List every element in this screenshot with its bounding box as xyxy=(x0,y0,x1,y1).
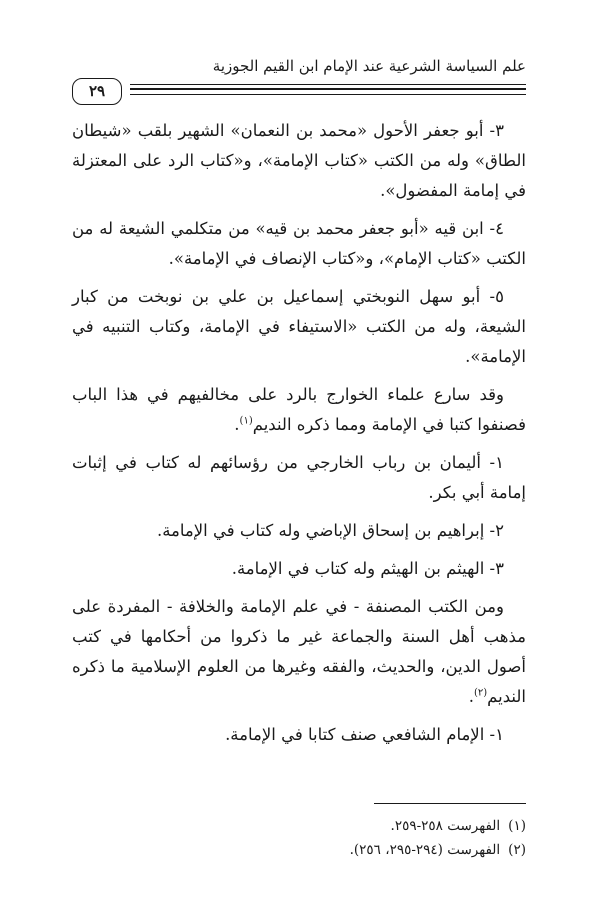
footnote-ref-2[interactable]: (٢) xyxy=(473,687,488,699)
paragraph-item-4-ibn-qiba: ٤- ابن قيه «أبو جعفر محمد بن قيه» من متكلمي الشيعة له من الكتب «كتاب الإمام»، و«كتاب الإنصاف في الإمامة». xyxy=(72,219,526,268)
paragraph-item-5-nawbakhti: ٥- أبو سهل النوبختي إسماعيل بن علي بن نوبخت من كبار الشيعة، وله من الكتب «الاستيفاء في الإمامة، وكتاب التنبيه في الإمامة». xyxy=(72,287,526,366)
page-number: ٢٩ xyxy=(72,78,122,105)
paragraph-khawarij-text: وقد سارع علماء الخوارج بالرد على مخالفيهم في هذا الباب فصنفوا كتبا في الإمامة ومما ذكره النديم xyxy=(72,385,526,434)
footnote-1-text: الفهرست ٢٥٨-٢٥٩. xyxy=(390,818,501,834)
header-rule-bottom xyxy=(130,94,526,95)
paragraph-item-2-ibadi: ٢- إبراهيم بن إسحاق الإباضي وله كتاب في الإمامة. xyxy=(156,521,504,540)
header-rule-lines xyxy=(130,84,526,98)
header-rule-middle xyxy=(130,88,526,90)
footnote-2-label: (٢) xyxy=(508,842,526,858)
footnotes xyxy=(72,814,526,862)
paragraph-khawarij-intro: وقد سارع علماء الخوارج بالرد على مخالفيهم في هذا الباب فصنفوا كتبا في الإمامة ومما ذكره النديم$^{(١)}$. xyxy=(72,385,526,434)
footnote-1-label: (١) xyxy=(508,818,526,834)
footnote-ref-1[interactable]: (١) xyxy=(239,415,253,427)
footnote-1 xyxy=(72,814,526,838)
paragraph-item-1-shafii: ١- الإمام الشافعي صنف كتابا في الإمامة. xyxy=(225,725,504,744)
footnote-2 xyxy=(72,838,526,862)
paragraph-item-3-haytham: ٣- الهيثم بن الهيثم وله كتاب في الإمامة. xyxy=(231,559,504,578)
paragraph-sunni-books-intro: ومن الكتب المصنفة - في علم الإمامة والخلافة - المفردة على مذهب أهل السنة والجماعة غير ما ذكروا من أحكامها في كتب أصول الدين، والحديث، والفقه وغيرها من العلوم الإسلامية ما ذكره النديم$^{(٢)}$. xyxy=(72,597,526,706)
running-header-title: علم السياسة الشرعية عند الإمام ابن القيم الجوزية xyxy=(212,57,526,75)
main-text xyxy=(72,116,526,758)
paragraph-sunni-books-text: ومن الكتب المصنفة - في علم الإمامة والخلافة - المفردة على مذهب أهل السنة والجماعة غير ما ذكروا من أحكامها في كتب أصول الدين، والحديث، والفقه وغيرها من العلوم الإسلامية ما ذكره النديم xyxy=(72,597,526,706)
paragraph-item-3-ahwal: ٣- أبو جعفر الأحول «محمد بن النعمان» الشهير بلقب «شيطان الطاق» وله من الكتب «كتاب الإمامة»، و«كتاب الرد على المعتزلة في إمامة المفضول». xyxy=(72,121,526,200)
paragraph-item-1-yaman: ١- أليمان بن رباب الخارجي من رؤسائهم له كتاب في إثبات إمامة أبي بكر. xyxy=(72,453,526,502)
footnote-2-text: الفهرست (٢٩٤-٢٩٥، ٢٥٦). xyxy=(349,842,501,858)
footnote-separator xyxy=(374,803,526,804)
header-rule-top xyxy=(130,84,526,85)
